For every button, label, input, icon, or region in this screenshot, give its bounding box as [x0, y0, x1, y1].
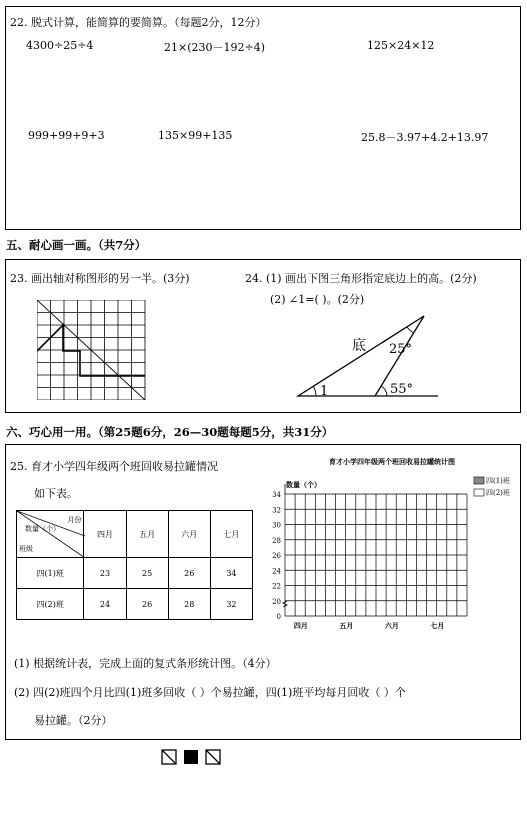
q25-part2: (2) 四(2)班四个月比四(1)班多回收（ ）个易拉罐，四(1)班平均每月回收（ ）个 — [14, 686, 406, 699]
chart-x-tick-label: 五月 — [339, 621, 354, 630]
q24-triangle-figure — [294, 312, 444, 402]
q24-label-angle-top: 25° — [389, 342, 413, 357]
legend-label-class1: 四(1)班 — [486, 477, 510, 485]
footer-mark-center — [184, 750, 198, 764]
table-header-class: 班级 — [19, 545, 33, 553]
section5-heading: 五、耐心画一画。（共7分） — [6, 238, 147, 252]
chart-title: 育才小学四年级两个班回收易拉罐统计图 — [329, 457, 455, 466]
q24-angle-top-arc — [407, 327, 414, 333]
table-row — [17, 589, 253, 620]
q24-label-angle-right: 55° — [390, 382, 414, 397]
q22-expr-3: 125×24×12 — [367, 39, 435, 52]
table-row — [17, 558, 253, 589]
q22-expr-1: 4300÷25÷4 — [26, 39, 94, 52]
table-row-name: 四(2)班 — [17, 589, 84, 620]
q25-line2: 如下表。 — [34, 487, 78, 500]
q22-expr-2: 21×(230－192÷4) — [164, 41, 266, 54]
chart-x-tick-label: 七月 — [430, 621, 445, 630]
chart-axis-break — [283, 601, 287, 607]
q25-bar-chart — [262, 452, 518, 634]
q24-label-base: 底 — [352, 338, 366, 354]
chart-x-tick-label: 六月 — [384, 621, 399, 630]
q25-line1: 25. 育才小学四年级两个班回收易拉罐情况 — [10, 460, 218, 473]
q23-title: 23. 画出轴对称图形的另一半。(3分) — [10, 272, 190, 285]
q24-angle1-arc — [313, 386, 316, 396]
chart-ylabel: 数量（个） — [286, 480, 321, 489]
q22-title: 22. 脱式计算，能简算的要简算。（每题2分，12分） — [10, 16, 267, 29]
table-cell: 34 — [210, 558, 252, 589]
table-cell: 32 — [210, 589, 252, 620]
table-header-month: 月份 — [67, 516, 82, 524]
table-cell: 24 — [84, 589, 126, 620]
table-cell: 25 — [126, 558, 168, 589]
chart-x-tick-label: 四月 — [293, 621, 308, 630]
chart-y-tick-label: 20 — [272, 597, 281, 606]
section6-heading: 六、巧心用一用。（第25题6分，26—30题每题5分，共31分） — [6, 425, 334, 439]
chart-y-tick-label: 30 — [272, 521, 281, 530]
q25-part1: (1) 根据统计表，完成上面的复式条形统计图。（4分） — [14, 657, 277, 670]
table-month-jun: 六月 — [168, 511, 210, 558]
table-header-diagonal-cell — [17, 511, 84, 558]
table-cell: 26 — [126, 589, 168, 620]
q25-part2b: 易拉罐。（2分） — [34, 714, 113, 727]
chart-y-tick-label: 24 — [272, 567, 281, 576]
table-cell: 28 — [168, 589, 210, 620]
q24-label-angle1: 1 — [320, 384, 329, 399]
table-month-apr: 四月 — [84, 511, 126, 558]
chart-y-tick-label: 0 — [276, 613, 281, 621]
table-cell: 26 — [168, 558, 210, 589]
q25-stats-table — [16, 510, 253, 620]
table-header-count: 数量（个） — [25, 525, 60, 533]
chart-y-tick-label: 26 — [272, 552, 281, 560]
chart-y-tick-label: 28 — [272, 536, 281, 545]
q24-angle-right-arc — [381, 386, 387, 396]
q22-expr-4: 999+99+9+3 — [28, 129, 105, 142]
legend-label-class2: 四(2)班 — [486, 489, 510, 497]
table-month-jul: 七月 — [210, 511, 252, 558]
q23-grid-figure — [37, 300, 149, 400]
footer-registration-marks — [161, 749, 223, 767]
legend-swatch-class1 — [474, 477, 484, 484]
table-cell: 23 — [84, 558, 126, 589]
q22-expr-5: 135×99+135 — [158, 129, 233, 142]
chart-y-tick-label: 32 — [272, 506, 281, 515]
q22-expr-6: 25.8－3.97+4.2+13.97 — [361, 131, 489, 144]
q24-line1: 24. (1) 画出下图三角形指定底边上的高。(2分) — [245, 272, 477, 285]
legend-swatch-class2 — [474, 489, 484, 496]
q24-line2: (2) ∠1=( )。(2分) — [270, 293, 365, 306]
table-month-may: 五月 — [126, 511, 168, 558]
chart-y-tick-label: 34 — [272, 491, 281, 499]
chart-y-tick-label: 22 — [272, 582, 281, 591]
table-row-name: 四(1)班 — [17, 558, 84, 589]
